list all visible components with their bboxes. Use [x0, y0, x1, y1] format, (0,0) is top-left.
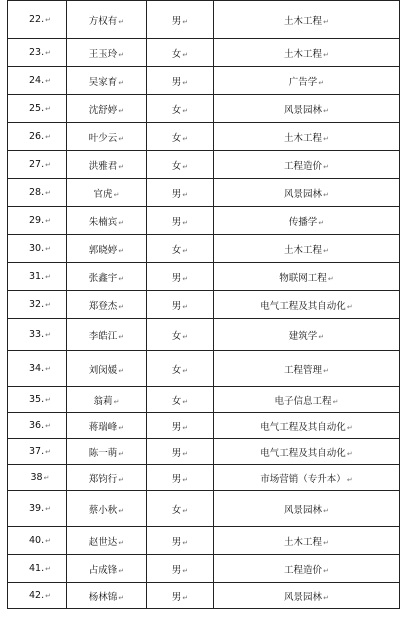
student-major: 物联网工程 [279, 272, 327, 284]
student-name-cell [67, 1, 147, 39]
student-gender-cell [147, 207, 214, 235]
paragraph-mark-icon: ↵ [45, 189, 51, 197]
row-number: 36. [29, 420, 45, 431]
student-major: 土木工程 [284, 536, 323, 548]
student-major: 工程管理 [284, 364, 323, 376]
student-gender: 男 [171, 216, 182, 228]
student-name-cell [67, 207, 147, 235]
paragraph-mark-icon: ↵ [45, 592, 51, 600]
student-name: 王玉玲 [88, 48, 118, 60]
paragraph-mark-icon: ↵ [118, 17, 125, 26]
student-major: 市场营销（专升本） [260, 473, 346, 485]
paragraph-mark-icon: ↵ [182, 423, 189, 432]
paragraph-mark-icon: ↵ [118, 423, 125, 432]
student-gender: 女 [171, 132, 182, 144]
student-gender: 男 [171, 421, 182, 433]
student-name: 郑登杰 [88, 300, 118, 312]
row-number-cell [8, 123, 67, 151]
student-name-cell [67, 319, 147, 351]
row-number-cell [8, 491, 67, 527]
row-number-cell [8, 151, 67, 179]
row-number-cell [8, 291, 67, 319]
student-major: 风景园林 [284, 188, 323, 200]
paragraph-mark-icon: ↵ [45, 245, 51, 253]
table-row [8, 439, 400, 465]
row-number: 24. [29, 75, 45, 86]
student-name-cell [67, 583, 147, 609]
student-major: 电气工程及其自动化 [260, 300, 346, 312]
student-major-cell [214, 555, 400, 583]
paragraph-mark-icon: ↵ [182, 332, 189, 341]
row-number: 41. [29, 563, 45, 574]
student-table-body [8, 1, 400, 609]
paragraph-mark-icon: ↵ [118, 302, 125, 311]
student-gender: 男 [171, 536, 182, 548]
paragraph-mark-icon: ↵ [118, 274, 125, 283]
row-number: 32. [29, 299, 45, 310]
student-name-cell [67, 439, 147, 465]
student-gender-cell [147, 1, 214, 39]
table-row [8, 527, 400, 555]
row-number: 28. [29, 187, 45, 198]
table-row [8, 555, 400, 583]
student-major: 土木工程 [284, 48, 323, 60]
student-gender: 男 [171, 300, 182, 312]
student-major-cell [214, 319, 400, 351]
row-number: 30. [29, 243, 45, 254]
row-number-cell [8, 207, 67, 235]
table-row [8, 465, 400, 491]
student-table [7, 0, 400, 609]
student-name: 洪雅君 [88, 160, 118, 172]
paragraph-mark-icon: ↵ [118, 449, 125, 458]
row-number-cell [8, 235, 67, 263]
paragraph-mark-icon: ↵ [327, 274, 334, 283]
paragraph-mark-icon: ↵ [182, 190, 189, 199]
student-major-cell [214, 351, 400, 387]
student-major-cell [214, 413, 400, 439]
student-major: 广告学 [288, 76, 318, 88]
paragraph-mark-icon: ↵ [182, 566, 189, 575]
paragraph-mark-icon: ↵ [346, 302, 353, 311]
student-major-cell [214, 1, 400, 39]
student-name-cell [67, 39, 147, 67]
row-number: 39. [29, 503, 45, 514]
paragraph-mark-icon: ↵ [113, 190, 120, 199]
paragraph-mark-icon: ↵ [118, 506, 125, 515]
paragraph-mark-icon: ↵ [182, 538, 189, 547]
row-number-cell [8, 413, 67, 439]
paragraph-mark-icon: ↵ [118, 475, 125, 484]
student-name: 赵世达 [88, 536, 118, 548]
student-major: 电气工程及其自动化 [260, 421, 346, 433]
row-number: 38 [30, 472, 43, 483]
table-row [8, 151, 400, 179]
paragraph-mark-icon: ↵ [182, 274, 189, 283]
paragraph-mark-icon: ↵ [323, 190, 329, 199]
paragraph-mark-icon: ↵ [323, 17, 329, 26]
paragraph-mark-icon: ↵ [45, 537, 51, 545]
paragraph-mark-icon: ↵ [182, 50, 189, 59]
paragraph-mark-icon: ↵ [113, 397, 120, 406]
student-name: 陈一萌 [88, 447, 118, 459]
paragraph-mark-icon: ↵ [323, 50, 329, 59]
paragraph-mark-icon: ↵ [182, 366, 189, 375]
row-number-cell [8, 319, 67, 351]
paragraph-mark-icon: ↵ [118, 366, 125, 375]
student-gender-cell [147, 95, 214, 123]
row-number-cell [8, 387, 67, 413]
student-major-cell [214, 527, 400, 555]
row-number: 33. [29, 329, 45, 340]
student-major-cell [214, 439, 400, 465]
student-gender: 女 [171, 160, 182, 172]
paragraph-mark-icon: ↵ [45, 161, 51, 169]
student-major: 工程造价 [284, 564, 323, 576]
row-number: 25. [29, 103, 45, 114]
paragraph-mark-icon: ↵ [118, 246, 125, 255]
paragraph-mark-icon: ↵ [182, 302, 189, 311]
student-major: 风景园林 [284, 104, 323, 116]
student-name: 蒋瑞峰 [88, 421, 118, 433]
paragraph-mark-icon: ↵ [182, 78, 189, 87]
student-name: 叶少云 [88, 132, 118, 144]
student-name-cell [67, 351, 147, 387]
student-major: 传播学 [288, 216, 318, 228]
paragraph-mark-icon: ↵ [45, 105, 51, 113]
student-major-cell [214, 263, 400, 291]
student-name: 官虎 [93, 188, 113, 200]
student-gender: 男 [171, 15, 182, 27]
paragraph-mark-icon: ↵ [45, 396, 51, 404]
student-gender: 男 [171, 272, 182, 284]
student-gender-cell [147, 235, 214, 263]
paragraph-mark-icon: ↵ [323, 566, 329, 575]
student-gender: 男 [171, 447, 182, 459]
student-major-cell [214, 387, 400, 413]
paragraph-mark-icon: ↵ [118, 566, 125, 575]
paragraph-mark-icon: ↵ [45, 448, 51, 456]
student-major-cell [214, 39, 400, 67]
paragraph-mark-icon: ↵ [118, 50, 125, 59]
paragraph-mark-icon: ↵ [118, 538, 125, 547]
paragraph-mark-icon: ↵ [323, 366, 329, 375]
paragraph-mark-icon: ↵ [45, 331, 51, 339]
paragraph-mark-icon: ↵ [346, 475, 353, 484]
table-row [8, 491, 400, 527]
row-number-cell [8, 555, 67, 583]
paragraph-mark-icon: ↵ [118, 78, 125, 87]
paragraph-mark-icon: ↵ [45, 133, 51, 141]
row-number: 34. [29, 363, 45, 374]
paragraph-mark-icon: ↵ [182, 134, 189, 143]
paragraph-mark-icon: ↵ [45, 301, 51, 309]
row-number-cell [8, 351, 67, 387]
paragraph-mark-icon: ↵ [118, 106, 125, 115]
student-name: 郑钧行 [88, 473, 118, 485]
table-row [8, 583, 400, 609]
student-gender: 男 [171, 564, 182, 576]
student-name-cell [67, 179, 147, 207]
student-major-cell [214, 95, 400, 123]
student-name-cell [67, 291, 147, 319]
student-major: 土木工程 [284, 244, 323, 256]
table-row [8, 1, 400, 39]
student-major-cell [214, 465, 400, 491]
student-name: 张鑫宇 [88, 272, 118, 284]
student-name: 占成锋 [88, 564, 118, 576]
paragraph-mark-icon: ↵ [118, 218, 125, 227]
student-name: 李皓江 [88, 330, 118, 342]
paragraph-mark-icon: ↵ [182, 106, 189, 115]
row-number-cell [8, 465, 67, 491]
student-name-cell [67, 263, 147, 291]
row-number: 37. [29, 446, 45, 457]
table-row [8, 263, 400, 291]
paragraph-mark-icon: ↵ [323, 134, 329, 143]
student-name-cell [67, 387, 147, 413]
paragraph-mark-icon: ↵ [118, 162, 125, 171]
student-major: 工程造价 [284, 160, 323, 172]
student-gender: 女 [171, 330, 182, 342]
student-gender: 女 [171, 244, 182, 256]
student-name: 郭晓婷 [88, 244, 118, 256]
paragraph-mark-icon: ↵ [332, 397, 339, 406]
paragraph-mark-icon: ↵ [318, 78, 325, 87]
student-gender-cell [147, 39, 214, 67]
paragraph-mark-icon: ↵ [45, 505, 51, 513]
paragraph-mark-icon: ↵ [45, 49, 51, 57]
paragraph-mark-icon: ↵ [45, 16, 51, 24]
row-number-cell [8, 583, 67, 609]
student-major: 风景园林 [284, 504, 323, 516]
row-number-cell [8, 39, 67, 67]
student-gender-cell [147, 583, 214, 609]
row-number-cell [8, 179, 67, 207]
paragraph-mark-icon: ↵ [346, 423, 353, 432]
student-gender-cell [147, 67, 214, 95]
row-number: 31. [29, 271, 45, 282]
student-name: 刘闵媛 [88, 364, 118, 376]
student-gender-cell [147, 123, 214, 151]
row-number: 42. [29, 590, 45, 601]
student-gender: 男 [171, 473, 182, 485]
paragraph-mark-icon: ↵ [45, 273, 51, 281]
paragraph-mark-icon: ↵ [318, 218, 325, 227]
row-number-cell [8, 95, 67, 123]
row-number: 23. [29, 47, 45, 58]
student-gender-cell [147, 413, 214, 439]
student-name-cell [67, 413, 147, 439]
student-major-cell [214, 123, 400, 151]
student-name-cell [67, 527, 147, 555]
paragraph-mark-icon: ↵ [182, 397, 189, 406]
student-name: 朱楠宾 [88, 216, 118, 228]
student-name-cell [67, 235, 147, 263]
student-gender: 女 [171, 364, 182, 376]
student-major-cell [214, 207, 400, 235]
row-number: 29. [29, 215, 45, 226]
student-gender-cell [147, 491, 214, 527]
paragraph-mark-icon: ↵ [318, 332, 325, 341]
student-gender: 女 [171, 104, 182, 116]
paragraph-mark-icon: ↵ [45, 217, 51, 225]
row-number: 26. [29, 131, 45, 142]
table-row [8, 39, 400, 67]
student-gender-cell [147, 465, 214, 491]
table-row [8, 413, 400, 439]
student-major-cell [214, 491, 400, 527]
row-number-cell [8, 1, 67, 39]
student-gender-cell [147, 179, 214, 207]
student-name: 杨林锦 [88, 591, 118, 603]
row-number-cell [8, 67, 67, 95]
student-major-cell [214, 235, 400, 263]
table-row [8, 179, 400, 207]
student-major-cell [214, 67, 400, 95]
student-gender-cell [147, 439, 214, 465]
paragraph-mark-icon: ↵ [182, 506, 189, 515]
student-gender-cell [147, 351, 214, 387]
row-number-cell [8, 527, 67, 555]
student-name: 蔡小秋 [88, 504, 118, 516]
paragraph-mark-icon: ↵ [323, 162, 329, 171]
student-name-cell [67, 95, 147, 123]
student-major-cell [214, 179, 400, 207]
table-row [8, 235, 400, 263]
paragraph-mark-icon: ↵ [43, 474, 50, 482]
paragraph-mark-icon: ↵ [182, 475, 189, 484]
row-number: 40. [29, 535, 45, 546]
student-major: 土木工程 [284, 132, 323, 144]
student-major: 建筑学 [288, 330, 318, 342]
table-row [8, 123, 400, 151]
paragraph-mark-icon: ↵ [323, 538, 329, 547]
paragraph-mark-icon: ↵ [323, 106, 329, 115]
student-gender-cell [147, 151, 214, 179]
student-gender: 男 [171, 76, 182, 88]
student-gender: 女 [171, 504, 182, 516]
student-name-cell [67, 123, 147, 151]
paragraph-mark-icon: ↵ [323, 593, 329, 602]
paragraph-mark-icon: ↵ [182, 449, 189, 458]
table-row [8, 67, 400, 95]
table-row [8, 351, 400, 387]
row-number: 27. [29, 159, 45, 170]
student-major-cell [214, 291, 400, 319]
student-gender-cell [147, 387, 214, 413]
row-number-cell [8, 439, 67, 465]
table-row [8, 207, 400, 235]
student-gender-cell [147, 291, 214, 319]
paragraph-mark-icon: ↵ [45, 77, 51, 85]
student-major: 电气工程及其自动化 [260, 447, 346, 459]
paragraph-mark-icon: ↵ [182, 162, 189, 171]
student-name-cell [67, 465, 147, 491]
student-gender: 女 [171, 48, 182, 60]
paragraph-mark-icon: ↵ [182, 246, 189, 255]
paragraph-mark-icon: ↵ [346, 449, 353, 458]
student-gender-cell [147, 555, 214, 583]
student-gender-cell [147, 527, 214, 555]
row-number: 22. [29, 14, 45, 25]
paragraph-mark-icon: ↵ [118, 332, 125, 341]
row-number: 35. [29, 394, 45, 405]
student-name: 沈舒婷 [88, 104, 118, 116]
student-major-cell [214, 583, 400, 609]
student-major: 风景园林 [284, 591, 323, 603]
paragraph-mark-icon: ↵ [182, 593, 189, 602]
row-number-cell [8, 263, 67, 291]
table-row [8, 291, 400, 319]
student-name-cell [67, 67, 147, 95]
student-gender-cell [147, 319, 214, 351]
table-row [8, 319, 400, 351]
table-row [8, 387, 400, 413]
paragraph-mark-icon: ↵ [45, 565, 51, 573]
paragraph-mark-icon: ↵ [323, 506, 329, 515]
paragraph-mark-icon: ↵ [45, 422, 51, 430]
paragraph-mark-icon: ↵ [118, 593, 125, 602]
paragraph-mark-icon: ↵ [182, 218, 189, 227]
student-gender: 女 [171, 395, 182, 407]
student-name-cell [67, 555, 147, 583]
student-name: 翁莉 [93, 395, 113, 407]
student-name-cell [67, 491, 147, 527]
student-major: 电子信息工程 [274, 395, 332, 407]
student-name: 方权有 [88, 15, 118, 27]
student-gender: 男 [171, 188, 182, 200]
student-major-cell [214, 151, 400, 179]
student-name-cell [67, 151, 147, 179]
paragraph-mark-icon: ↵ [323, 246, 329, 255]
student-gender-cell [147, 263, 214, 291]
table-row [8, 95, 400, 123]
student-major: 土木工程 [284, 15, 323, 27]
paragraph-mark-icon: ↵ [182, 17, 189, 26]
paragraph-mark-icon: ↵ [45, 365, 51, 373]
student-gender: 男 [171, 591, 182, 603]
student-name: 吴家育 [88, 76, 118, 88]
paragraph-mark-icon: ↵ [118, 134, 125, 143]
